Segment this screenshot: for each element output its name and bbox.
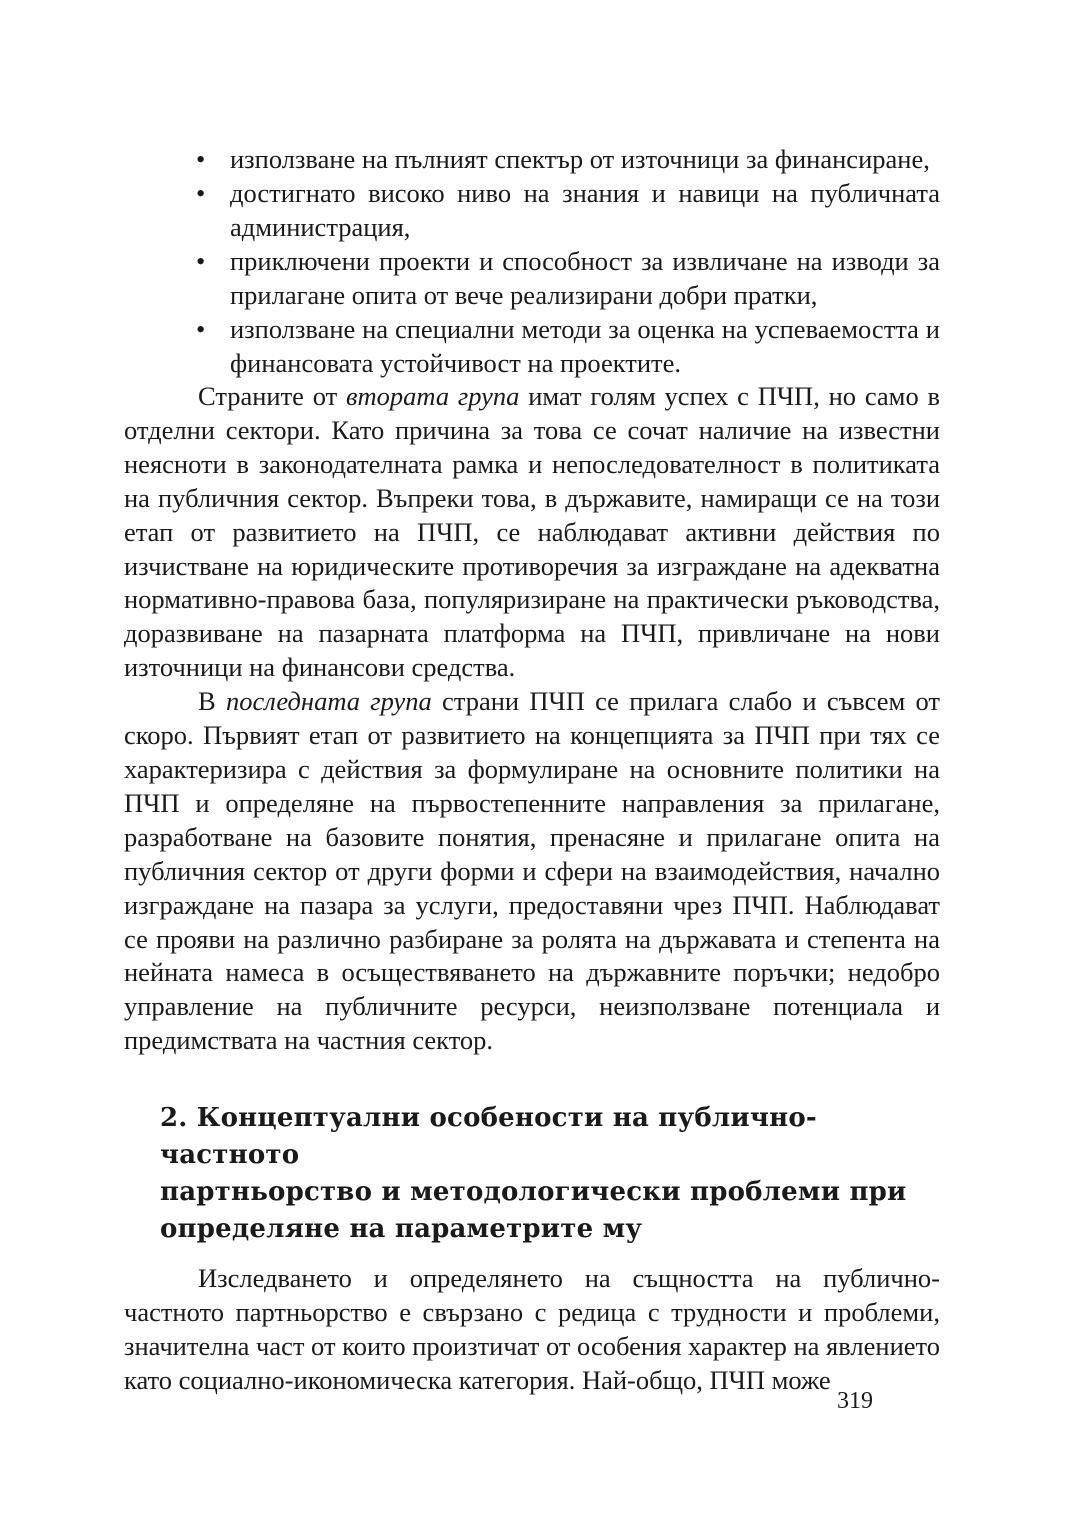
list-item: [124, 244, 940, 312]
bullet-icon: •: [196, 246, 206, 276]
page-number: 319: [837, 1388, 873, 1414]
paragraph-text: В: [198, 686, 226, 717]
section-heading: [160, 1100, 940, 1248]
emphasis-text: втората група: [346, 381, 520, 411]
emphasis-text: последната група: [225, 686, 432, 717]
bullet-icon: •: [196, 144, 206, 174]
bullet-text: използване на специални методи за оценка на успеваемостта и финансовата устойчивост на проектите.: [230, 314, 940, 378]
page-body: [124, 142, 940, 1398]
paragraph-second-group: [124, 380, 940, 685]
bullet-icon: •: [196, 314, 206, 344]
paragraph-text: страни ПЧП се прилага слабо и съвсем от скоро. Първият етап от развитието на концепцията за ПЧП при тях се характеризира с действия за формулиране на основните политики на ПЧП и определяне на първостепенните направления за прилагане, разработване на базовите понятия, пренасяне и прилагане опита на публичния сектор от други форми и сфери на взаимодействия, начално изграждане на пазара за услуги, предоставяни чрез ПЧП. Наблюдават се прояви на различно разбиране за ролята на държавата и степента на нейната намеса в осъществяването на държавните поръчки; недобро управление на публичните ресурси, неизползване потенциала и предимствата на частния сектор.: [124, 686, 941, 1056]
list-item: [124, 312, 940, 380]
bullet-list: [124, 142, 940, 380]
bullet-text: приключени проекти и способност за извличане на изводи за прилагане опита от вече реализирани добри пратки,: [230, 246, 940, 310]
heading-line: партньорство и методологически проблеми при: [160, 1177, 907, 1208]
bullet-text: използване на пълният спектър от източници за финансиране,: [230, 144, 930, 174]
heading-line: 2. Концептуални особености на публично-частното: [160, 1103, 817, 1171]
list-item: [124, 176, 940, 244]
bullet-text: достигнато високо ниво на знания и навици на публичната администрация,: [230, 178, 940, 242]
list-item: [124, 142, 940, 176]
paragraph-text: Страните от: [198, 381, 347, 411]
paragraph-last-group: [124, 685, 940, 1058]
bullet-icon: •: [196, 178, 206, 208]
paragraph-text: имат голям успех с ПЧП, но само в отделни сектори. Като причина за това се сочат наличие на известни неясноти в законодателната рамка и непоследователност в политиката на публичния сектор. Въпреки това, в държавите, намиращи се на този етап от развитието на ПЧП, се наблюдават активни действия по изчистване на юридическите противоречия за изграждане на адекватна нормативно-правова база, популяризиране на практически ръководства, доразвиване на пазарната платформа на ПЧП, привличане на нови източници на финансови средства.: [124, 381, 940, 683]
paragraph-research: Изследването и определянето на същността на публично-частното партньорство е свързано с редица с трудности и проблеми, значителна част от които произтичат от особения характер на явлението като социално-икономическа категория. Най-общо, ПЧП може: [124, 1263, 940, 1395]
heading-line: определяне на параметрите му: [160, 1214, 643, 1245]
